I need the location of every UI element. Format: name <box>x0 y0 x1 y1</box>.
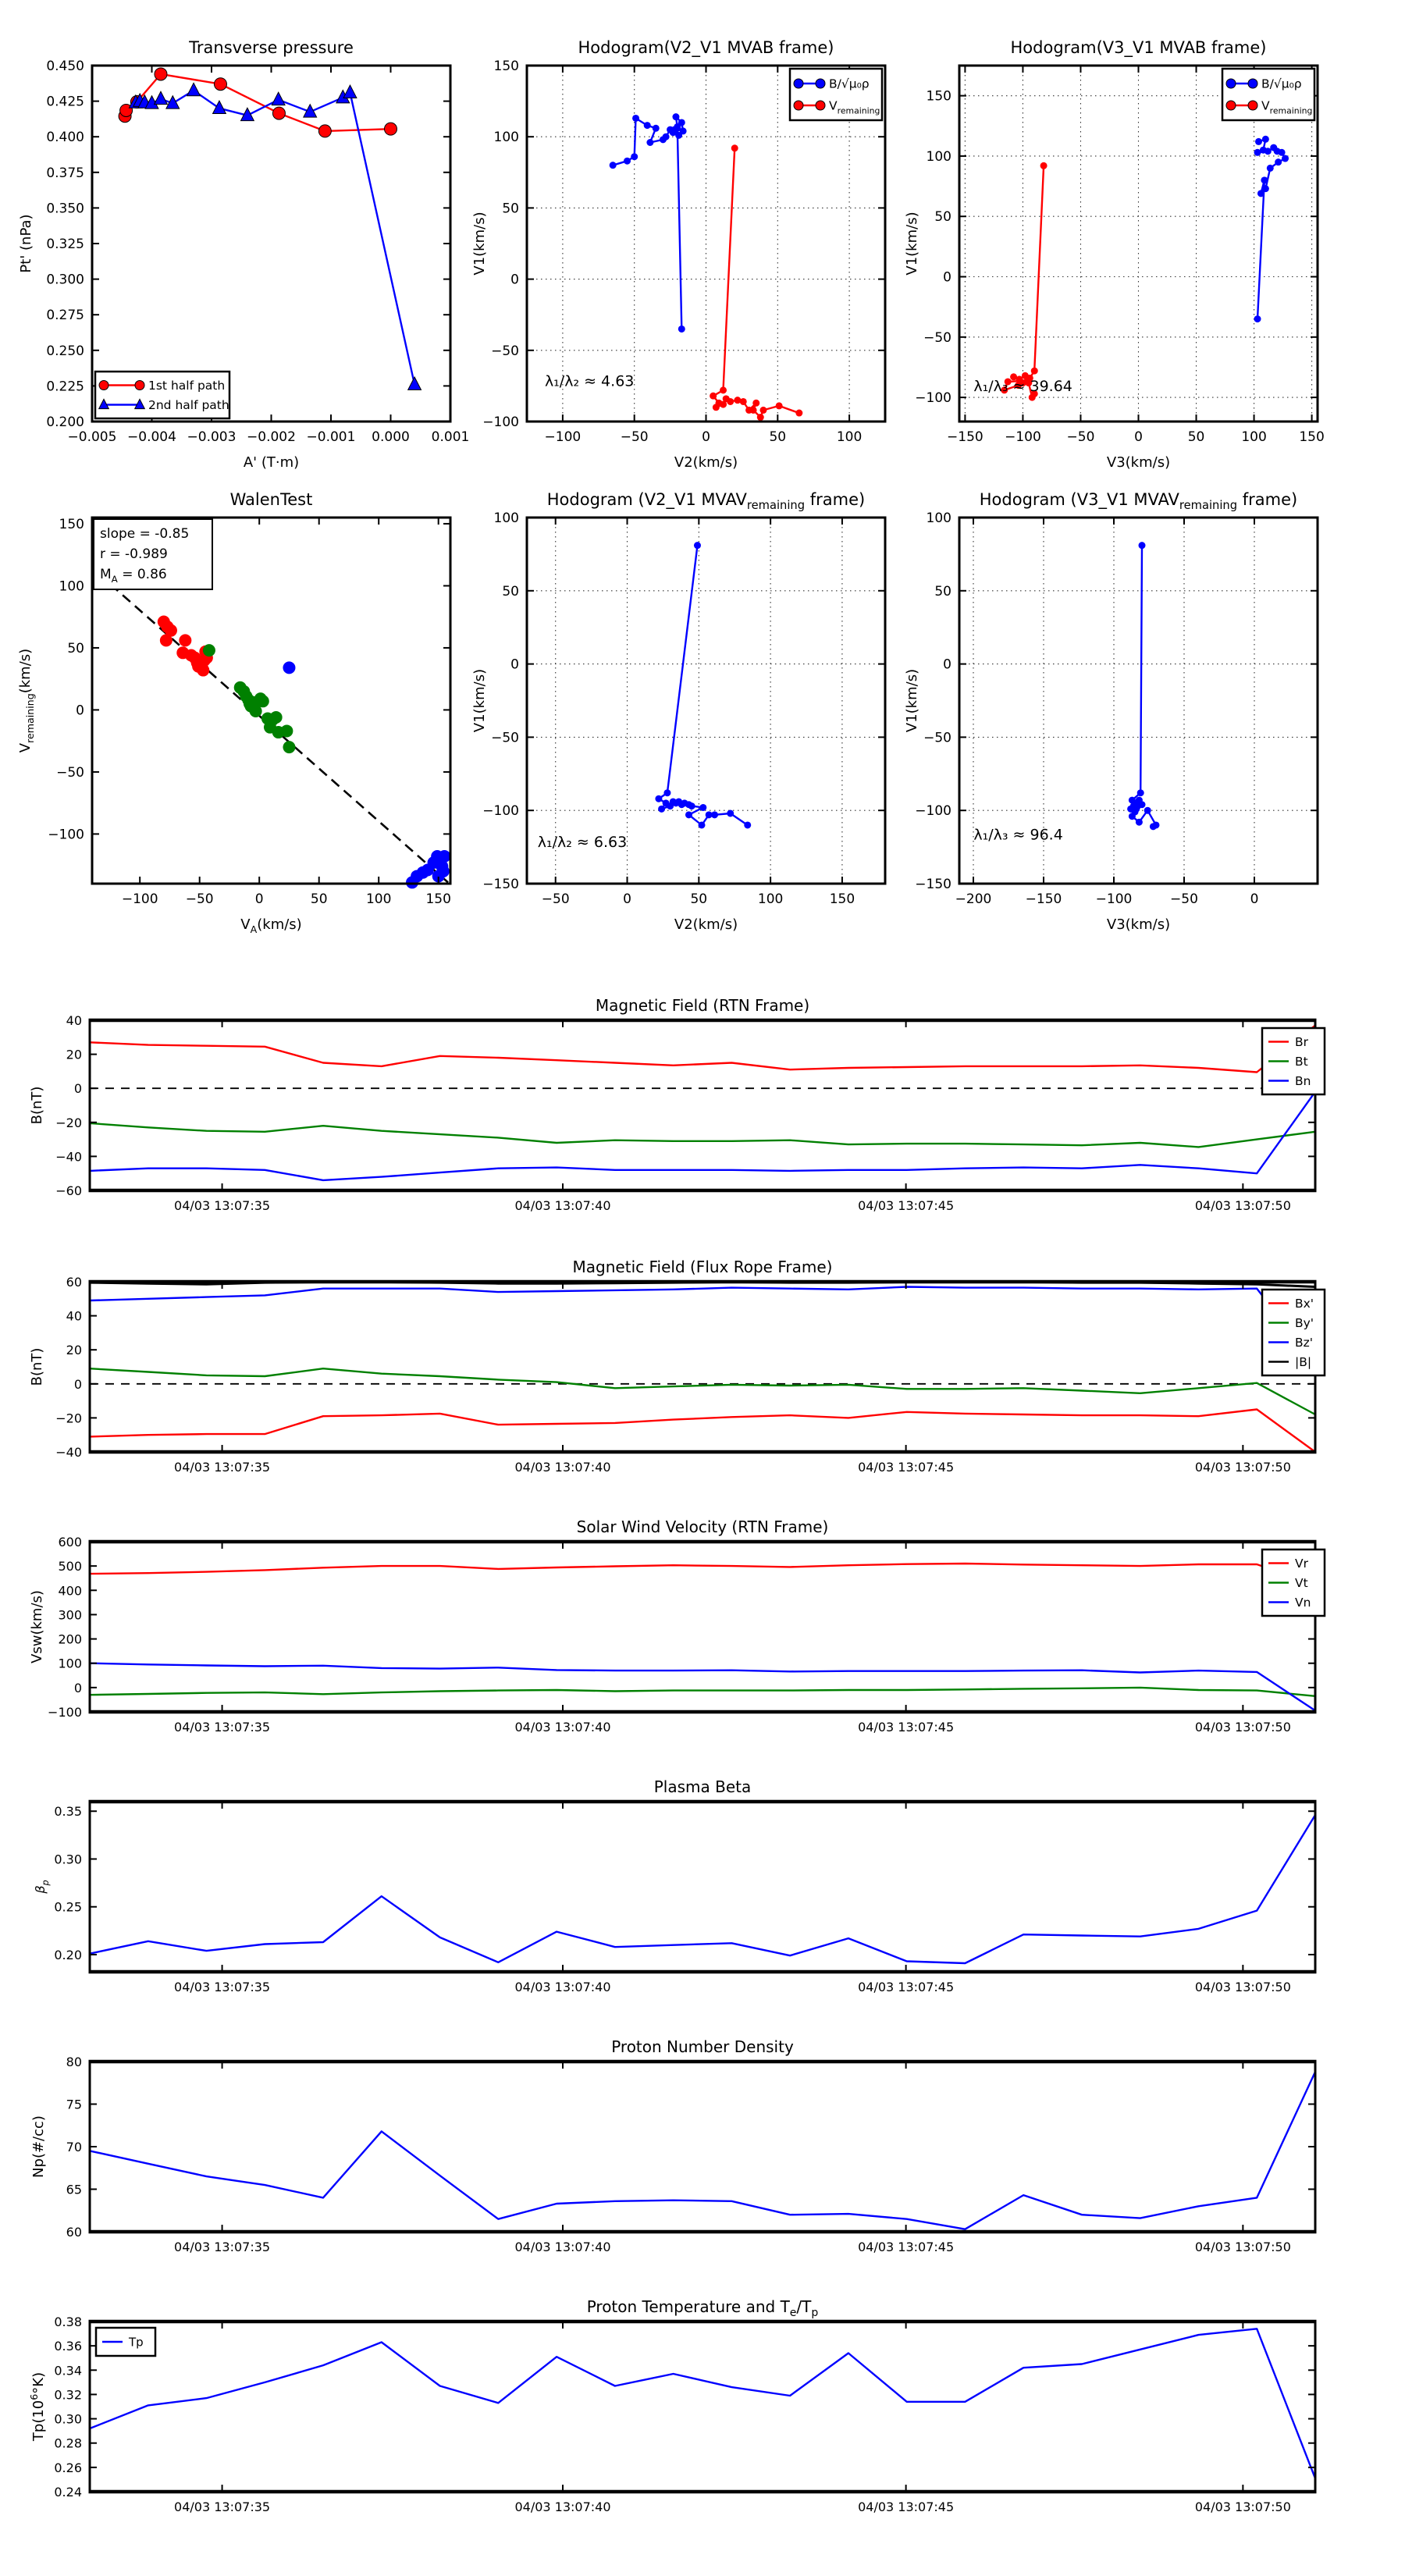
svg-text:−0.001: −0.001 <box>306 429 356 445</box>
legend-label: 2nd half path <box>148 398 229 412</box>
chart-title: WalenTest <box>229 490 313 509</box>
svg-text:−50: −50 <box>491 343 519 359</box>
legend <box>1262 1028 1325 1094</box>
chart-magnetic-field-rtn <box>0 995 1405 1237</box>
svg-text:0.34: 0.34 <box>54 2363 82 2379</box>
legend-label: Bz' <box>1295 1336 1314 1350</box>
chart-title: Proton Temperature and $T_e/T_p$ <box>586 2297 819 2319</box>
legend-label: Bx' <box>1295 1297 1314 1311</box>
svg-text:0.35: 0.35 <box>54 1804 82 1820</box>
chart-svg <box>0 16 478 492</box>
chart-svg <box>471 16 944 492</box>
y-axis-label: V1(km/s) <box>471 668 488 733</box>
y-tick-labels <box>55 1013 82 1198</box>
svg-text:slope = -0.85: slope = -0.85 <box>100 526 190 542</box>
svg-text:100: 100 <box>926 148 951 165</box>
svg-text:400: 400 <box>58 1583 82 1599</box>
svg-text:150: 150 <box>829 891 855 907</box>
svg-text:−50: −50 <box>923 730 951 746</box>
svg-text:0.425: 0.425 <box>46 94 84 110</box>
svg-text:04/03 13:07:40: 04/03 13:07:40 <box>514 1720 611 1735</box>
svg-text:0.25: 0.25 <box>54 1899 82 1915</box>
svg-text:04/03 13:07:45: 04/03 13:07:45 <box>858 1720 955 1735</box>
svg-text:0: 0 <box>510 656 519 673</box>
legend-label: B/√μ₀ρ <box>829 76 870 91</box>
svg-text:−0.005: −0.005 <box>67 429 117 445</box>
y-axis-label: Pt' (nPa) <box>18 214 34 273</box>
y-axis-label: V1(km/s) <box>904 212 920 276</box>
x-tick-labels <box>955 891 1259 907</box>
chart-hodogram-v2v1-mvav <box>471 490 944 995</box>
svg-text:65: 65 <box>66 2182 82 2197</box>
svg-text:40: 40 <box>66 1308 82 1324</box>
svg-text:−20: −20 <box>55 1411 82 1426</box>
svg-text:−100: −100 <box>48 827 84 843</box>
svg-text:04/03 13:07:35: 04/03 13:07:35 <box>174 2500 271 2514</box>
svg-text:50: 50 <box>934 209 951 226</box>
chart-title: Solar Wind Velocity (RTN Frame) <box>576 1517 829 1536</box>
svg-text:0: 0 <box>73 1376 82 1392</box>
svg-text:04/03 13:07:40: 04/03 13:07:40 <box>514 1198 611 1213</box>
svg-text:500: 500 <box>58 1559 82 1574</box>
svg-text:150: 150 <box>1299 429 1325 445</box>
legend-label: Vr <box>1295 1557 1308 1571</box>
svg-text:300: 300 <box>58 1607 82 1623</box>
svg-text:−0.003: −0.003 <box>187 429 237 445</box>
svg-text:0.26: 0.26 <box>54 2460 82 2475</box>
lambda-annotation: λ₁/λ₃ ≈ 96.4 <box>973 826 1063 844</box>
chart-svg <box>0 492 478 995</box>
legend <box>790 69 882 120</box>
svg-text:−50: −50 <box>491 730 519 746</box>
y-tick-labels <box>55 1275 82 1460</box>
chart-magnetic-field-fluxrope <box>0 1257 1405 1499</box>
svg-text:600: 600 <box>58 1535 82 1550</box>
x-axis-label: V2(km/s) <box>674 916 738 933</box>
svg-text:−20: −20 <box>55 1115 82 1130</box>
svg-text:75: 75 <box>66 2097 82 2112</box>
svg-text:−0.004: −0.004 <box>127 429 176 445</box>
svg-text:0.400: 0.400 <box>46 130 84 146</box>
svg-text:0: 0 <box>1250 891 1259 907</box>
chart-transverse-pressure <box>0 16 478 492</box>
svg-text:0.350: 0.350 <box>46 201 84 217</box>
svg-text:0.000: 0.000 <box>372 429 410 445</box>
svg-text:04/03 13:07:35: 04/03 13:07:35 <box>174 1720 271 1735</box>
svg-text:0: 0 <box>76 703 84 719</box>
svg-text:0.450: 0.450 <box>46 59 84 74</box>
chart-svg <box>0 1517 1405 1759</box>
plot-area <box>90 1282 1315 1452</box>
svg-text:−100: −100 <box>121 891 158 907</box>
x-tick-labels <box>542 891 855 907</box>
chart-title: Hodogram (V3_V1 $MVAV_{remaining}$ frame) <box>979 490 1298 512</box>
svg-text:MA​ = 0.86: $M_A = 0.86$ <box>100 567 167 585</box>
svg-text:50: 50 <box>769 429 787 445</box>
svg-text:0.30: 0.30 <box>54 1852 82 1867</box>
svg-text:04/03 13:07:50: 04/03 13:07:50 <box>1194 2240 1291 2254</box>
svg-text:−150: −150 <box>947 429 984 445</box>
svg-text:04/03 13:07:35: 04/03 13:07:35 <box>174 1980 271 1994</box>
legend-label: Br <box>1295 1035 1309 1049</box>
legend-label: Bn <box>1295 1074 1311 1088</box>
svg-text:0.24: 0.24 <box>54 2485 82 2500</box>
svg-text:100: 100 <box>836 429 863 445</box>
svg-text:04/03 13:07:35: 04/03 13:07:35 <box>174 2240 271 2254</box>
svg-text:80: 80 <box>66 2055 82 2069</box>
svg-text:04/03 13:07:50: 04/03 13:07:50 <box>1194 1460 1291 1475</box>
svg-text:04/03 13:07:50: 04/03 13:07:50 <box>1194 1198 1291 1213</box>
svg-text:−100: −100 <box>48 1705 82 1720</box>
svg-text:50: 50 <box>1187 429 1205 445</box>
legend-label: By' <box>1295 1316 1314 1330</box>
svg-text:04/03 13:07:45: 04/03 13:07:45 <box>858 2240 955 2254</box>
lambda-annotation: λ₁/λ₃ ≈ 39.64 <box>973 378 1072 396</box>
svg-text:20: 20 <box>66 1343 82 1358</box>
svg-text:−50: −50 <box>541 891 570 907</box>
svg-text:60: 60 <box>66 2225 82 2240</box>
x-axis-label: A' (T·m) <box>243 454 300 471</box>
svg-text:−50: −50 <box>56 764 84 781</box>
svg-text:50: 50 <box>690 891 708 907</box>
legend-label: Vn <box>1295 1596 1311 1610</box>
legend-label: 1st half path <box>148 379 226 393</box>
svg-text:0: 0 <box>510 272 519 288</box>
y-tick-labels <box>54 2314 82 2500</box>
plot-area <box>90 2322 1315 2492</box>
svg-text:−40: −40 <box>55 1445 82 1460</box>
svg-text:50: 50 <box>502 201 519 217</box>
y-tick-labels <box>48 1535 82 1720</box>
chart-title: Magnetic Field (Flux Rope Frame) <box>572 1258 833 1276</box>
y-tick-labels <box>482 59 519 430</box>
svg-text:−150: −150 <box>1025 891 1062 907</box>
svg-text:04/03 13:07:40: 04/03 13:07:40 <box>514 1980 611 1994</box>
plot-area <box>90 1542 1315 1712</box>
y-axis-label: V1(km/s) <box>471 212 488 276</box>
svg-text:−50: −50 <box>1170 891 1198 907</box>
svg-text:100: 100 <box>1241 429 1267 445</box>
svg-text:r = -0.989: r = -0.989 <box>100 546 168 562</box>
svg-text:−100: −100 <box>1005 429 1041 445</box>
svg-text:100: 100 <box>365 891 392 907</box>
legend-label: Vt <box>1295 1576 1308 1590</box>
svg-text:0.250: 0.250 <box>46 343 84 359</box>
plot-area <box>90 2062 1315 2232</box>
svg-text:150: 150 <box>59 516 84 532</box>
svg-text:04/03 13:07:40: 04/03 13:07:40 <box>514 1460 611 1475</box>
svg-text:0.32: 0.32 <box>54 2387 82 2403</box>
svg-text:150: 150 <box>926 88 951 105</box>
svg-text:−50: −50 <box>185 891 214 907</box>
svg-text:04/03 13:07:50: 04/03 13:07:50 <box>1194 2500 1291 2514</box>
svg-text:−100: −100 <box>915 390 951 407</box>
y-axis-label: B(nT) <box>29 1086 45 1125</box>
svg-text:−100: −100 <box>482 415 519 430</box>
chart-hodogram-v3v1-mvab <box>904 16 1405 492</box>
x-tick-labels <box>68 429 470 445</box>
svg-text:−50: −50 <box>620 429 649 445</box>
svg-text:−100: −100 <box>482 803 519 820</box>
svg-text:0: 0 <box>943 656 951 673</box>
legend-label: $V_{remaining}$ <box>829 98 880 116</box>
svg-text:−150: −150 <box>915 877 951 892</box>
chart-proton-temperature <box>0 2297 1405 2539</box>
y-tick-labels <box>66 2055 82 2240</box>
lambda-annotation: λ₁/λ₂ ≈ 6.63 <box>537 834 628 852</box>
chart-svg <box>0 995 1405 1237</box>
chart-title: Hodogram (V2_V1 $MVAV_{remaining}$ frame) <box>546 490 866 512</box>
svg-text:50: 50 <box>67 640 84 656</box>
y-tick-labels <box>46 59 84 430</box>
chart-svg <box>471 490 944 995</box>
chart-title: Plasma Beta <box>653 1777 752 1796</box>
y-tick-labels <box>48 517 84 842</box>
svg-text:−100: −100 <box>544 429 582 445</box>
y-tick-labels <box>482 511 519 892</box>
svg-text:50: 50 <box>310 891 328 907</box>
svg-text:0.36: 0.36 <box>54 2339 82 2354</box>
x-tick-labels <box>174 1460 1291 1475</box>
svg-text:0.225: 0.225 <box>46 379 84 395</box>
x-axis-label: V2(km/s) <box>674 454 738 471</box>
x-tick-labels <box>174 1198 1291 1213</box>
x-axis-label: V3(km/s) <box>1106 916 1171 933</box>
chart-svg <box>0 1257 1405 1499</box>
stats-box <box>94 519 212 589</box>
y-axis-label: Np(#/cc) <box>30 2115 47 2178</box>
x-tick-labels <box>545 429 863 445</box>
y-axis-label: $V_{remaining}(km/s)$ <box>17 648 36 753</box>
svg-text:−40: −40 <box>55 1149 82 1165</box>
y-axis-label: $Tp(10^6^\circ K)$ <box>28 2371 47 2442</box>
svg-text:100: 100 <box>926 511 951 526</box>
legend-label: B/√μ₀ρ <box>1261 76 1302 91</box>
svg-text:04/03 13:07:35: 04/03 13:07:35 <box>174 1198 271 1213</box>
svg-text:0: 0 <box>254 891 264 907</box>
svg-text:0.275: 0.275 <box>46 308 84 324</box>
svg-text:−60: −60 <box>55 1183 82 1198</box>
svg-text:04/03 13:07:45: 04/03 13:07:45 <box>858 1460 955 1475</box>
svg-text:−50: −50 <box>923 329 951 346</box>
svg-text:0: 0 <box>73 1081 82 1097</box>
svg-text:70: 70 <box>66 2140 82 2154</box>
svg-text:0.38: 0.38 <box>54 2314 82 2329</box>
y-axis-label: V1(km/s) <box>904 668 920 733</box>
svg-text:04/03 13:07:40: 04/03 13:07:40 <box>514 2240 611 2254</box>
svg-text:04/03 13:07:35: 04/03 13:07:35 <box>174 1460 271 1475</box>
chart-svg <box>0 1777 1405 2019</box>
y-tick-labels <box>54 1804 82 1962</box>
y-axis-label: Vsw(km/s) <box>29 1590 45 1663</box>
x-tick-labels <box>122 891 451 907</box>
plot-area <box>92 66 450 422</box>
svg-text:0.001: 0.001 <box>431 429 470 445</box>
svg-text:100: 100 <box>493 130 519 146</box>
svg-text:−100: −100 <box>915 803 951 820</box>
svg-text:150: 150 <box>425 891 451 907</box>
svg-text:04/03 13:07:45: 04/03 13:07:45 <box>858 1980 955 1994</box>
svg-text:−150: −150 <box>482 877 519 892</box>
svg-text:20: 20 <box>66 1047 82 1062</box>
svg-text:100: 100 <box>58 1656 82 1671</box>
svg-text:0: 0 <box>943 269 951 286</box>
legend <box>95 372 229 418</box>
chart-svg <box>904 490 1405 995</box>
svg-text:100: 100 <box>493 511 519 526</box>
chart-svg <box>0 2037 1405 2279</box>
svg-text:40: 40 <box>66 1013 82 1028</box>
svg-text:0: 0 <box>623 891 631 907</box>
svg-text:50: 50 <box>502 583 519 600</box>
chart-title: Hodogram(V2_V1 MVAB frame) <box>578 38 834 57</box>
svg-text:04/03 13:07:50: 04/03 13:07:50 <box>1194 1980 1291 1994</box>
chart-title: Hodogram(V3_V1 MVAB frame) <box>1010 38 1267 57</box>
svg-text:−100: −100 <box>1095 891 1133 907</box>
x-axis-label: $V_A(km/s)$ <box>240 916 302 935</box>
x-tick-labels <box>174 2240 1291 2254</box>
svg-text:0.20: 0.20 <box>54 1947 82 1962</box>
plot-area <box>527 518 885 884</box>
svg-text:04/03 13:07:40: 04/03 13:07:40 <box>514 2500 611 2514</box>
legend <box>1262 1550 1325 1616</box>
svg-text:100: 100 <box>59 578 84 595</box>
chart-title: Magnetic Field (RTN Frame) <box>595 996 810 1015</box>
y-axis-label: B(nT) <box>29 1347 45 1386</box>
svg-text:−200: −200 <box>955 891 992 907</box>
legend <box>1262 1290 1325 1375</box>
svg-text:0.28: 0.28 <box>54 2435 82 2451</box>
svg-text:04/03 13:07:50: 04/03 13:07:50 <box>1194 1720 1291 1735</box>
y-axis-label: $\beta_p$ <box>33 1880 51 1894</box>
svg-text:0.300: 0.300 <box>46 272 84 288</box>
svg-text:0.325: 0.325 <box>46 237 84 252</box>
svg-text:04/03 13:07:45: 04/03 13:07:45 <box>858 1198 955 1213</box>
svg-text:0: 0 <box>1134 429 1143 445</box>
svg-text:60: 60 <box>66 1275 82 1290</box>
x-tick-labels <box>174 1980 1291 1994</box>
legend-label: |B| <box>1295 1355 1312 1369</box>
chart-plasma-beta <box>0 1777 1405 2019</box>
svg-text:0.30: 0.30 <box>54 2411 82 2427</box>
chart-solar-wind-velocity <box>0 1517 1405 1759</box>
svg-text:50: 50 <box>934 583 951 600</box>
chart-title: Proton Number Density <box>611 2037 794 2056</box>
lambda-annotation: λ₁/λ₂ ≈ 4.63 <box>544 372 635 390</box>
chart-hodogram-v3v1-mvav <box>904 490 1405 995</box>
svg-text:−0.002: −0.002 <box>247 429 296 445</box>
x-tick-labels <box>174 2500 1291 2514</box>
legend-label: Bt <box>1295 1055 1308 1069</box>
legend-label: $V_{remaining}$ <box>1261 98 1313 116</box>
svg-text:−50: −50 <box>1066 429 1095 445</box>
svg-text:100: 100 <box>757 891 784 907</box>
svg-text:150: 150 <box>493 59 519 74</box>
legend <box>96 2328 155 2356</box>
svg-text:0.200: 0.200 <box>46 415 84 430</box>
chart-walen-test <box>0 492 478 995</box>
x-axis-label: V3(km/s) <box>1106 454 1171 471</box>
plot-area <box>90 1802 1315 1972</box>
svg-text:0: 0 <box>73 1680 82 1695</box>
svg-text:0.375: 0.375 <box>46 165 84 181</box>
svg-text:0: 0 <box>702 429 710 445</box>
svg-text:200: 200 <box>58 1631 82 1647</box>
chart-hodogram-v2v1-mvab <box>471 16 944 492</box>
x-tick-labels <box>174 1720 1291 1735</box>
svg-text:04/03 13:07:45: 04/03 13:07:45 <box>858 2500 955 2514</box>
chart-svg <box>904 16 1405 492</box>
chart-title: Transverse pressure <box>189 38 354 57</box>
x-tick-labels <box>947 429 1325 445</box>
chart-proton-number-density <box>0 2037 1405 2279</box>
legend-label: Tp <box>129 2335 144 2350</box>
chart-svg <box>0 2297 1405 2539</box>
legend <box>1222 69 1314 120</box>
